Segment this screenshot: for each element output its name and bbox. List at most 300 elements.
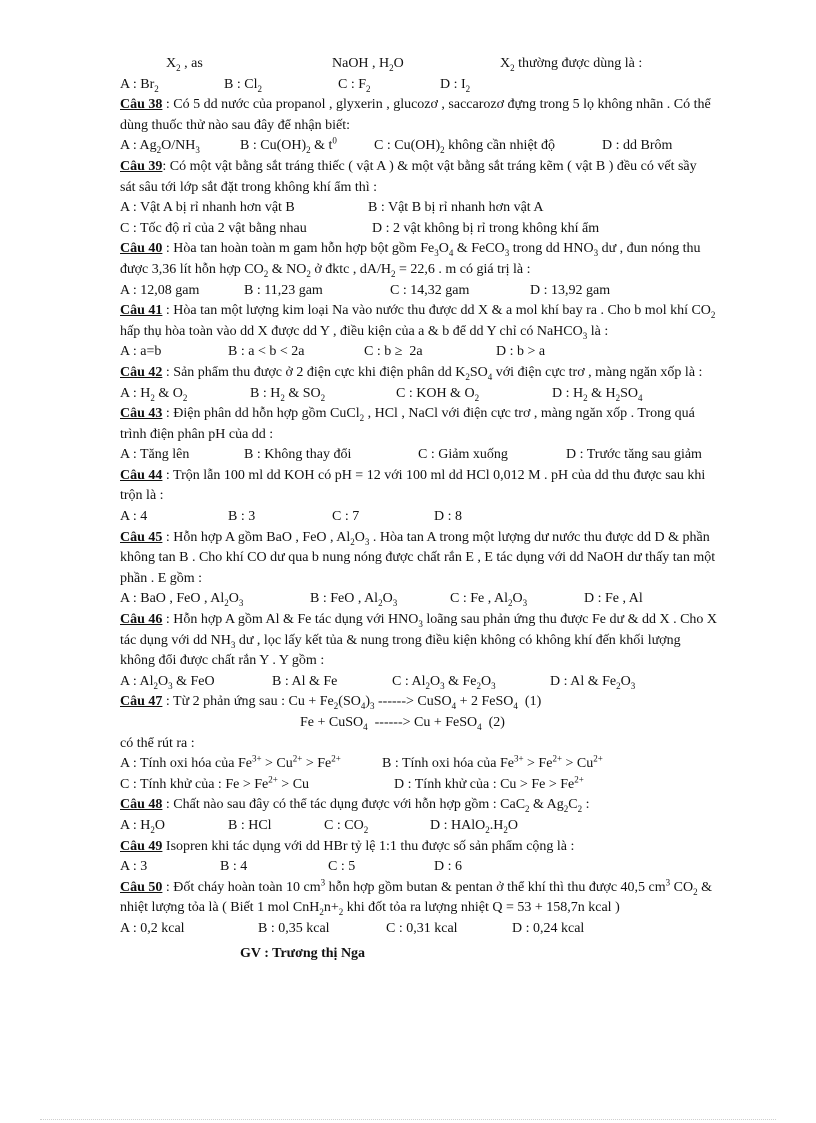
subscript: 3 bbox=[440, 680, 445, 691]
answer-option bbox=[244, 445, 351, 466]
answer-option bbox=[166, 54, 203, 75]
question-lines bbox=[120, 54, 770, 940]
text-line bbox=[120, 342, 770, 363]
text-run: > Cu bbox=[261, 756, 293, 772]
text-line bbox=[120, 425, 770, 446]
answer-option bbox=[120, 672, 215, 693]
subscript: 3 bbox=[491, 680, 496, 691]
text-run: & NO bbox=[268, 261, 307, 277]
text-run: D : Fe , Al bbox=[584, 591, 643, 607]
answer-option bbox=[602, 136, 672, 157]
subscript: 2 bbox=[333, 701, 339, 712]
answer-option bbox=[372, 219, 599, 240]
answer-option bbox=[120, 857, 147, 878]
answer-option bbox=[120, 734, 195, 755]
superscript: 3 bbox=[320, 877, 326, 888]
answer-option bbox=[566, 445, 702, 466]
text-run: D : 13,92 gam bbox=[530, 282, 611, 298]
subscript: 2 bbox=[150, 392, 155, 403]
subscript: 2 bbox=[319, 907, 324, 918]
text-line bbox=[120, 466, 770, 487]
answer-option bbox=[120, 219, 307, 240]
subscript: 2 bbox=[153, 680, 158, 691]
text-run: B : Cu(OH) bbox=[240, 138, 307, 154]
text-run: C : Tốc độ rỉ của 2 vật bằng nhau bbox=[120, 220, 307, 236]
question-number: Câu 46 bbox=[120, 612, 163, 628]
text-run: C : Al bbox=[392, 673, 426, 689]
text-run: C bbox=[568, 797, 578, 813]
answer-option bbox=[430, 816, 518, 837]
text-run: C : 7 bbox=[332, 509, 360, 525]
text-run: + 2 FeSO bbox=[456, 694, 514, 710]
text-line bbox=[120, 301, 770, 322]
answer-option bbox=[332, 54, 404, 75]
text-line bbox=[120, 322, 770, 343]
subscript: 3 bbox=[370, 701, 375, 712]
text-line bbox=[120, 631, 770, 652]
subscript: 2 bbox=[306, 268, 311, 279]
text-run: không đổi được chất rắn Y . Y gồm : bbox=[120, 653, 325, 669]
subscript: 2 bbox=[465, 83, 471, 94]
text-line bbox=[120, 281, 770, 302]
text-line bbox=[120, 816, 770, 837]
text-run: D : 2 vật không bị rỉ trong không khí ẩm bbox=[372, 220, 600, 236]
text-run: & FeCO bbox=[453, 241, 505, 257]
text-run: (SO bbox=[338, 694, 361, 710]
text-run: dư , lọc lấy kết tủa & nung trong điều kiện không có không khí đến khối lượng bbox=[235, 632, 681, 648]
text-run: A : 4 bbox=[120, 509, 148, 525]
subscript: 2 bbox=[525, 804, 530, 815]
text-run: : Sản phẩm thu được ở 2 điện cực khi điện phân dd K bbox=[162, 364, 466, 380]
answer-option bbox=[240, 136, 337, 157]
text-run: B : Không thay đổi bbox=[244, 447, 352, 463]
text-run: ------> Cu + FeSO bbox=[367, 715, 478, 730]
text-run: B : H bbox=[250, 385, 281, 401]
answer-option bbox=[584, 589, 643, 610]
text-run: A : Ag bbox=[120, 138, 157, 154]
subscript: 3 bbox=[582, 330, 588, 341]
answer-option bbox=[390, 281, 469, 302]
text-run: O bbox=[507, 817, 518, 833]
superscript: 2+ bbox=[593, 753, 603, 764]
text-run: C : 0,31 kcal bbox=[386, 920, 458, 936]
text-run: SO bbox=[620, 385, 639, 401]
text-line bbox=[120, 672, 770, 693]
text-run: A : 0,2 kcal bbox=[120, 920, 185, 936]
text-run: hỗn hợp gồm butan & pentan ở thể khí thì thu được 40,5 cm bbox=[325, 879, 666, 895]
text-run: D : b > a bbox=[496, 344, 546, 360]
subscript: 3 bbox=[434, 248, 439, 259]
subscript: 3 bbox=[504, 248, 510, 259]
text-run: ------> CuSO bbox=[374, 694, 452, 710]
subscript: 2 bbox=[154, 83, 159, 94]
text-run: B : Tính oxi hóa của Fe bbox=[382, 756, 514, 772]
answer-option bbox=[550, 672, 635, 693]
text-run: C : Fe , Al bbox=[450, 591, 508, 607]
text-run: C : Tính khử của : Fe > Fe bbox=[120, 776, 269, 792]
text-run: A : a=b bbox=[120, 344, 162, 360]
text-run: B : 0,35 kcal bbox=[258, 920, 330, 936]
subscript: 3 bbox=[230, 639, 236, 650]
text-run: : Hỗn hợp A gồm BaO , FeO , Al bbox=[162, 529, 351, 545]
answer-option bbox=[382, 754, 603, 775]
subscript: 3 bbox=[195, 145, 200, 156]
text-run: C : CO bbox=[324, 817, 364, 833]
text-line bbox=[120, 837, 770, 858]
teacher-signature: GV : Trương thị Nga bbox=[240, 945, 366, 961]
question-number: Câu 40 bbox=[120, 241, 163, 257]
answer-option bbox=[374, 136, 555, 157]
text-run: CO bbox=[670, 879, 694, 895]
answer-option bbox=[120, 754, 341, 775]
text-run: , HCl , NaCl với điện cực trơ , màng ngăn xốp . Trong quá bbox=[364, 406, 695, 422]
subscript: 3 bbox=[630, 680, 636, 691]
answer-option bbox=[418, 445, 508, 466]
text-run: , as bbox=[180, 56, 203, 71]
text-run: khi đốt tỏa ra lượng nhiệt Q = 53 + 158,7n kcal ) bbox=[343, 900, 620, 916]
text-run: B : 3 bbox=[228, 509, 256, 525]
answer-option bbox=[120, 75, 159, 96]
text-run: A : Tính oxi hóa của Fe bbox=[120, 756, 252, 772]
text-run: tác dụng với dd NH bbox=[120, 632, 231, 648]
text-run: O/NH bbox=[161, 138, 196, 154]
subscript: 2 bbox=[306, 145, 311, 156]
text-run: (2) bbox=[481, 715, 505, 730]
text-run: A : BaO , FeO , Al bbox=[120, 591, 225, 607]
text-run: A : H bbox=[120, 385, 151, 401]
text-run: & bbox=[697, 879, 712, 895]
text-run: C : 5 bbox=[328, 859, 356, 875]
answer-option bbox=[386, 919, 458, 940]
text-run: : Đốt cháy hoàn toàn 10 cm bbox=[162, 879, 321, 895]
text-line bbox=[120, 136, 770, 157]
text-run: .H bbox=[489, 817, 504, 833]
text-run: có thể rút ra : bbox=[120, 735, 195, 751]
text-run: B : a < b < 2a bbox=[228, 344, 305, 360]
text-line bbox=[120, 528, 770, 549]
subscript: 2 bbox=[476, 680, 481, 691]
answer-option bbox=[338, 75, 371, 96]
answer-option bbox=[552, 384, 643, 405]
subscript: 2 bbox=[577, 804, 583, 815]
text-line bbox=[120, 54, 770, 75]
text-line bbox=[120, 610, 770, 631]
answer-option bbox=[324, 816, 368, 837]
subscript: 3 bbox=[364, 536, 370, 547]
text-run: B : HCl bbox=[228, 817, 272, 833]
text-run: & FeO bbox=[172, 673, 215, 689]
text-run: ở đktc , dA/H bbox=[310, 261, 391, 277]
text-run: O bbox=[228, 591, 239, 607]
text-run: D : HAlO bbox=[430, 817, 486, 833]
subscript: 2 bbox=[693, 886, 698, 897]
answer-option bbox=[272, 672, 337, 693]
answer-option bbox=[120, 919, 185, 940]
subscript: 4 bbox=[477, 721, 482, 732]
answer-option bbox=[228, 816, 272, 837]
text-run: & Fe bbox=[444, 673, 477, 689]
subscript: 4 bbox=[363, 721, 368, 732]
text-run: D : Al & Fe bbox=[550, 673, 617, 689]
text-run: với điện cực trơ , màng ngăn xốp là : bbox=[492, 364, 703, 380]
question-number: Câu 39 bbox=[120, 158, 163, 174]
text-run: = 22,6 . m có giá trị là : bbox=[395, 261, 531, 277]
text-run: A : Tăng lên bbox=[120, 447, 190, 463]
text-run: n+ bbox=[323, 900, 339, 916]
subscript: 2 bbox=[583, 392, 588, 403]
text-run: là : bbox=[587, 323, 609, 339]
text-run: C : KOH & O bbox=[396, 385, 475, 401]
answer-option bbox=[364, 342, 423, 363]
text-run: hấp thụ hòa toàn vào dd X được dd Y , điều kiện của a & b để dd Y chỉ có NaHCO bbox=[120, 323, 583, 339]
subscript: 2 bbox=[224, 598, 229, 609]
text-run: O bbox=[393, 56, 404, 71]
subscript: 4 bbox=[360, 701, 366, 712]
text-run: O bbox=[157, 673, 169, 689]
question-number: Câu 49 bbox=[120, 838, 163, 854]
answer-option bbox=[512, 919, 584, 940]
subscript: 2 bbox=[263, 268, 269, 279]
subscript: 3 bbox=[418, 618, 423, 629]
text-line bbox=[120, 507, 770, 528]
exam-page bbox=[120, 54, 770, 964]
text-run: O bbox=[480, 673, 492, 689]
text-run: O bbox=[512, 591, 523, 607]
text-line bbox=[120, 157, 770, 178]
subscript: 2 bbox=[389, 62, 394, 73]
subscript: 2 bbox=[485, 824, 490, 835]
answer-option bbox=[120, 816, 165, 837]
text-line bbox=[120, 569, 770, 590]
text-run: A : Br bbox=[120, 76, 155, 92]
text-run: D : Tính khử của : Cu > Fe > Fe bbox=[394, 776, 575, 792]
subscript: 2 bbox=[474, 392, 480, 403]
text-line bbox=[120, 384, 770, 405]
text-run: phần . E gồm : bbox=[120, 570, 203, 586]
text-run: C : F bbox=[338, 76, 367, 92]
superscript: 0 bbox=[332, 135, 337, 146]
text-run: D : 8 bbox=[434, 509, 462, 525]
text-run: Fe + CuSO bbox=[300, 715, 364, 730]
text-run: & t bbox=[310, 138, 333, 154]
text-run: không cần nhiệt độ bbox=[444, 138, 556, 154]
question-number: Câu 47 bbox=[120, 694, 163, 710]
text-run: : Hòa tan một lượng kim loại Na vào nước thu được dd X & a mol khí bay ra . Cho b mol khí CO bbox=[162, 303, 711, 319]
text-run: O bbox=[429, 673, 441, 689]
text-run: O bbox=[438, 241, 449, 257]
subscript: 2 bbox=[182, 392, 188, 403]
text-run: B : Cl bbox=[224, 76, 258, 92]
text-line bbox=[120, 795, 770, 816]
text-run: D : 0,24 kcal bbox=[512, 920, 585, 936]
text-line bbox=[120, 775, 770, 796]
text-line bbox=[120, 260, 770, 281]
text-run: D : 6 bbox=[434, 859, 462, 875]
answer-option bbox=[120, 281, 199, 302]
text-run: : Điện phân dd hỗn hợp gồm CuCl bbox=[162, 406, 360, 422]
text-run: > Fe bbox=[302, 756, 332, 772]
superscript: 2+ bbox=[292, 753, 303, 764]
subscript: 4 bbox=[451, 701, 457, 712]
text-run: & SO bbox=[284, 385, 321, 401]
text-line bbox=[120, 219, 770, 240]
answer-option bbox=[244, 281, 323, 302]
text-run: D : dd Brôm bbox=[602, 138, 673, 154]
text-run: B : Vật B bị rỉ nhanh hơn vật A bbox=[368, 200, 544, 216]
subscript: 2 bbox=[280, 392, 285, 403]
text-run: > Cu bbox=[562, 756, 594, 772]
answer-option bbox=[300, 713, 505, 734]
subscript: 2 bbox=[350, 536, 355, 547]
text-run: B : FeO , Al bbox=[310, 591, 379, 607]
subscript: 2 bbox=[615, 392, 621, 403]
answer-option bbox=[496, 342, 545, 363]
question-number: Câu 38 bbox=[120, 97, 163, 113]
text-run: trình điện phân pH của dd : bbox=[120, 426, 274, 442]
text-run: : bbox=[582, 797, 590, 813]
answer-option bbox=[120, 775, 309, 796]
answer-option bbox=[434, 857, 462, 878]
subscript: 2 bbox=[338, 907, 344, 918]
text-run: C : Giảm xuống bbox=[418, 447, 508, 463]
text-run: loãng sau phản ứng thu được Fe dư & dd X . Cho X bbox=[422, 612, 718, 628]
text-run: dùng thuốc thử nào sau đây để nhận biết: bbox=[120, 117, 350, 133]
text-run: O bbox=[620, 673, 631, 689]
text-run: & Ag bbox=[529, 797, 564, 813]
text-run: B : 11,23 gam bbox=[244, 282, 323, 298]
text-run: (1) bbox=[517, 694, 542, 710]
text-run: A : 3 bbox=[120, 859, 148, 875]
subscript: 2 bbox=[378, 598, 383, 609]
answer-option bbox=[120, 384, 187, 405]
question-number: Câu 43 bbox=[120, 406, 163, 422]
subscript: 4 bbox=[448, 248, 454, 259]
text-run: trộn là : bbox=[120, 488, 164, 504]
superscript: 2+ bbox=[552, 753, 563, 764]
answer-option bbox=[530, 281, 610, 302]
text-run: dư , đun nóng thu bbox=[598, 241, 701, 257]
text-run: : Có một vật bằng sắt tráng thiếc ( vật A ) & một vật bằng sắt tráng kẽm ( vật B ) đều có vết sầy bbox=[162, 158, 697, 174]
subscript: 2 bbox=[257, 83, 262, 94]
answer-option bbox=[394, 775, 584, 796]
text-run: A : 12,08 gam bbox=[120, 282, 200, 298]
text-run: NaOH , H bbox=[332, 56, 390, 71]
answer-option bbox=[332, 507, 359, 528]
text-line bbox=[120, 898, 770, 919]
answer-option bbox=[120, 507, 147, 528]
text-run: : Trộn lẫn 100 ml dd KOH có pH = 12 với 100 ml dd HCl 0,012 M . pH của dd thu được sau khi bbox=[162, 467, 706, 483]
subscript: 3 bbox=[522, 598, 528, 609]
text-line bbox=[120, 857, 770, 878]
text-run: & H bbox=[587, 385, 616, 401]
answer-option bbox=[120, 342, 161, 363]
subscript: 2 bbox=[320, 392, 326, 403]
answer-option bbox=[220, 857, 247, 878]
text-run: : Hỗn hợp A gồm Al & Fe tác dụng với HNO bbox=[162, 612, 419, 628]
superscript: 3+ bbox=[513, 753, 524, 764]
text-run: thường được dùng là : bbox=[514, 56, 643, 71]
text-run: SO bbox=[469, 364, 488, 380]
subscript: 4 bbox=[513, 701, 518, 712]
superscript: 2+ bbox=[331, 753, 341, 764]
subscript: 4 bbox=[638, 392, 643, 403]
text-run: X bbox=[500, 56, 511, 71]
subscript: 2 bbox=[503, 824, 508, 835]
text-run: A : Al bbox=[120, 673, 154, 689]
answer-option bbox=[120, 589, 243, 610]
text-run: > Cu bbox=[277, 776, 310, 792]
text-run: : Có 5 dd nước của propanol , glyxerin , glucozơ , saccarozơ đựng trong 5 lọ không nhãn . Có thể bbox=[162, 97, 711, 113]
answer-option bbox=[396, 384, 479, 405]
text-run: D : Trước tăng sau giảm bbox=[566, 447, 702, 463]
answer-option bbox=[258, 919, 330, 940]
text-run: O bbox=[354, 529, 365, 545]
answer-option bbox=[392, 672, 496, 693]
text-run: Isopren khi tác dụng với dd HBr tỷ lệ 1:1 thu được số sản phẩm cộng là : bbox=[162, 838, 575, 854]
text-line bbox=[120, 404, 770, 425]
subscript: 2 bbox=[616, 680, 621, 691]
text-run: O bbox=[382, 591, 393, 607]
subscript: 3 bbox=[593, 248, 599, 259]
text-run: D : I bbox=[440, 76, 466, 92]
answer-option bbox=[250, 384, 325, 405]
subscript: 2 bbox=[390, 268, 396, 279]
text-run: O bbox=[154, 817, 165, 833]
page-footer-rule bbox=[40, 1119, 776, 1120]
subscript: 2 bbox=[440, 145, 445, 156]
text-run: B : 4 bbox=[220, 859, 248, 875]
text-run: & O bbox=[154, 385, 183, 401]
text-run: > Fe bbox=[523, 756, 553, 772]
subscript: 4 bbox=[487, 371, 493, 382]
subscript: 2 bbox=[465, 371, 470, 382]
text-line bbox=[120, 239, 770, 260]
text-line bbox=[120, 116, 770, 137]
answer-option bbox=[228, 342, 304, 363]
text-line bbox=[120, 548, 770, 569]
text-run: không tan B . Cho khí CO dư qua b nung nóng được chất rắn E , E tác dụng với dd NaOH dư thấy tan một bbox=[120, 550, 716, 566]
text-line bbox=[120, 178, 770, 199]
subscript: 2 bbox=[156, 145, 162, 156]
subscript: 2 bbox=[563, 804, 569, 815]
text-line bbox=[120, 919, 770, 940]
answer-option bbox=[434, 507, 462, 528]
subscript: 3 bbox=[238, 598, 244, 609]
text-run: C : b ≥ 2a bbox=[364, 344, 423, 360]
text-line bbox=[120, 589, 770, 610]
subscript: 2 bbox=[710, 309, 716, 320]
text-line bbox=[120, 651, 770, 672]
answer-option bbox=[500, 54, 642, 75]
text-line bbox=[120, 754, 770, 775]
text-line bbox=[120, 878, 770, 899]
subscript: 2 bbox=[425, 680, 430, 691]
answer-option bbox=[120, 198, 295, 219]
text-run: X bbox=[166, 56, 177, 71]
answer-option bbox=[120, 445, 189, 466]
subscript: 3 bbox=[168, 680, 173, 691]
question-number: Câu 44 bbox=[120, 467, 163, 483]
text-run: D : H bbox=[552, 385, 584, 401]
text-run: : Hòa tan hoàn toàn m gam hỗn hợp bột gồm Fe bbox=[162, 241, 435, 257]
text-run: sát sâu tới lớp sắt đặt trong không khí ẩm thì : bbox=[120, 179, 378, 195]
superscript: 3 bbox=[665, 877, 671, 888]
text-line bbox=[120, 692, 770, 713]
text-run: A : H bbox=[120, 817, 151, 833]
answer-option bbox=[368, 198, 544, 219]
text-run: : Chất nào sau đây có thể tác dụng được với hỗn hợp gồm : CaC bbox=[162, 797, 526, 813]
subscript: 2 bbox=[363, 824, 369, 835]
